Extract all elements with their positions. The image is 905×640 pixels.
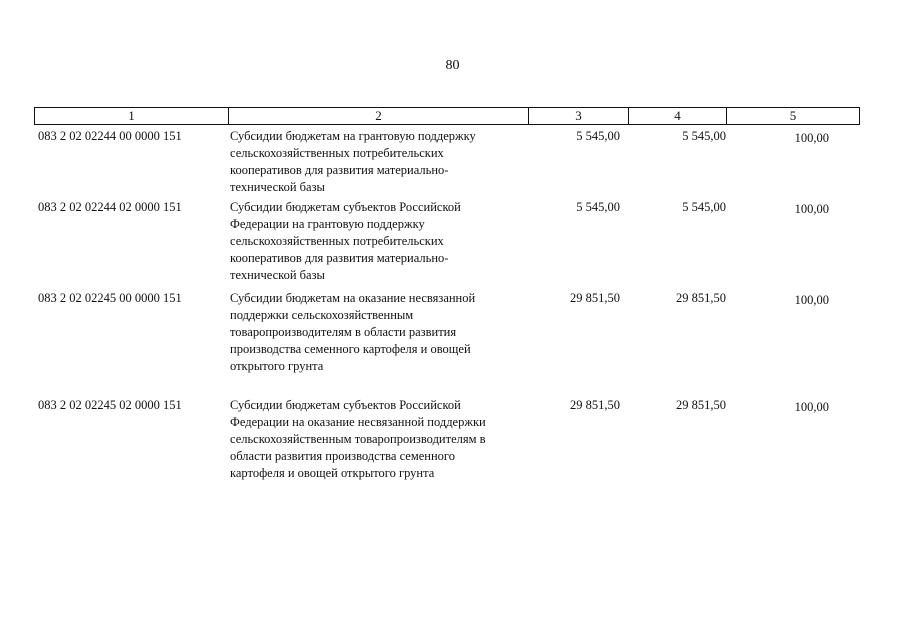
value-col-5: 100,00 (794, 202, 829, 216)
description-line: сельскохозяйственным товаропроизводителям в (230, 432, 486, 446)
value-col-5: 100,00 (794, 293, 829, 307)
description-line: кооперативов для развития материально- (230, 251, 449, 265)
description-line: товаропроизводителям в области развития (230, 325, 457, 339)
value-col-3: 29 851,50 (570, 291, 620, 305)
header-col-4: 4 (629, 108, 727, 124)
description-line: области развития производства семенного (230, 449, 455, 463)
description-line: Субсидии бюджетам субъектов Российской (230, 200, 461, 214)
description-line: сельскохозяйственных потребительских (230, 234, 444, 248)
header-col-3: 3 (529, 108, 629, 124)
budget-code: 083 2 02 02244 02 0000 151 (38, 200, 182, 214)
description-line: открытого грунта (230, 359, 324, 373)
value-col-5: 100,00 (794, 400, 829, 414)
value-col-4: 5 545,00 (682, 200, 726, 214)
value-col-4: 5 545,00 (682, 129, 726, 143)
header-col-1: 1 (35, 108, 229, 124)
value-col-4: 29 851,50 (676, 291, 726, 305)
description-line: Субсидии бюджетам на грантовую поддержку (230, 129, 476, 143)
value-col-4: 29 851,50 (676, 398, 726, 412)
value-col-3: 29 851,50 (570, 398, 620, 412)
description-line: Субсидии бюджетам на оказание несвязанной (230, 291, 476, 305)
description-line: поддержки сельскохозяйственным (230, 308, 414, 322)
description-line: технической базы (230, 180, 325, 194)
row-description (230, 199, 530, 284)
description-line: Субсидии бюджетам субъектов Российской (230, 398, 461, 412)
value-col-5: 100,00 (794, 131, 829, 145)
row-description (230, 397, 530, 482)
table-header (34, 107, 860, 125)
budget-code: 083 2 02 02245 00 0000 151 (38, 291, 182, 305)
description-line: картофеля и овощей открытого грунта (230, 466, 435, 480)
budget-code: 083 2 02 02245 02 0000 151 (38, 398, 182, 412)
description-line: кооперативов для развития материально- (230, 163, 449, 177)
row-description (230, 128, 530, 196)
value-col-3: 5 545,00 (576, 129, 620, 143)
description-line: производства семенного картофеля и овощей (230, 342, 471, 356)
description-line: сельскохозяйственных потребительских (230, 146, 444, 160)
header-col-5: 5 (789, 108, 797, 123)
header-col-2: 2 (229, 108, 529, 124)
value-col-3: 5 545,00 (576, 200, 620, 214)
row-description (230, 290, 530, 375)
description-line: Федерации на грантовую поддержку (230, 217, 425, 231)
page-number: 80 (445, 58, 460, 73)
description-line: Федерации на оказание несвязанной поддержки (230, 415, 486, 429)
description-line: технической базы (230, 268, 325, 282)
budget-code: 083 2 02 02244 00 0000 151 (38, 129, 182, 143)
